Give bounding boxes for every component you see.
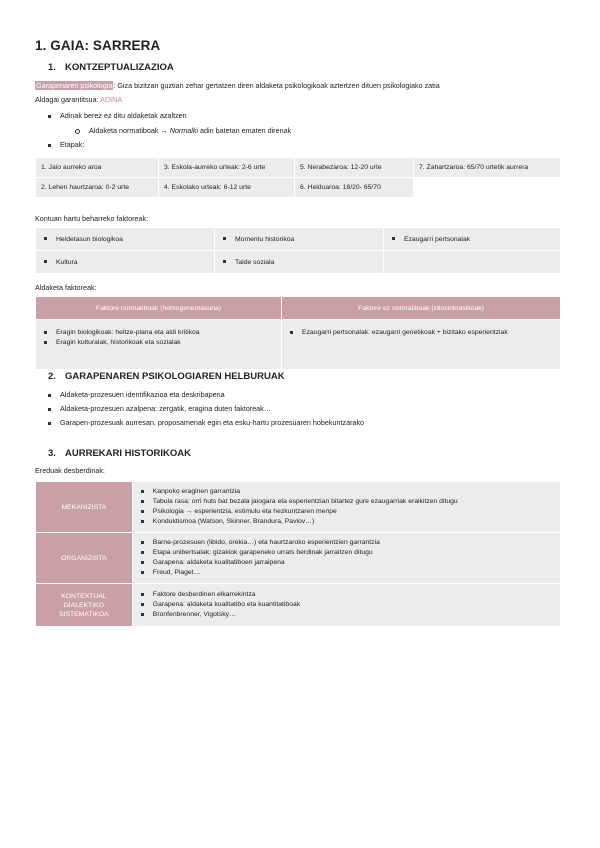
list-item: Tabula rasa: orri huts bat bezala jaiogara eta esperientzian bitartez gure ezaugarriak eraikitzen ditugu (141, 497, 552, 507)
bullet-icon (141, 571, 144, 574)
model-content (132, 584, 560, 627)
normative-cell (36, 320, 282, 370)
bullet-icon (290, 331, 293, 334)
factor-cell: Momentu historikoa (215, 228, 384, 251)
bullet-icon (141, 561, 144, 564)
bullet-icon (44, 331, 47, 334)
bullet-icon (141, 551, 144, 554)
bullet-icon (44, 341, 47, 344)
bullet-etapak: Etapak: (48, 140, 84, 149)
list-item: Barne-prozesuen (libido, orekia…) eta haurtzaroko esperientzien garrantzia (141, 538, 552, 548)
bullet-icon (44, 260, 47, 263)
guarantee-value: ADINA (100, 95, 123, 104)
bullet-icon (141, 500, 144, 503)
list-item: Etapa unibertsalak: gizakiok garapeneko urrats berdinak jarraitzen ditugu (141, 548, 552, 558)
factors-label: Kontuan hartu beharreko faktoreak: (35, 214, 149, 223)
bullet-icon (48, 144, 51, 147)
list-item: Psikologia → esperientzia, estimulu eta hezkuntzaren menpe (141, 507, 552, 517)
bullet-icon (48, 394, 51, 397)
list-item: Garapena: aldaketa kualitatibo eta kuantitatiboak (141, 600, 552, 610)
list-item: Freud, Piaget… (141, 568, 552, 578)
stage-cell: 6. Helduaroa: 18/20- 65/70 (295, 178, 414, 198)
stage-cell: 4. Eskolako urteak: 6-12 urte (159, 178, 295, 198)
list-item: Eragin kulturalak, historikoak eta sozialak (44, 338, 273, 348)
normative-header: Faktore normatiboak (homogeneotasuna) (36, 297, 282, 320)
list-item: Konduktismoa (Watson, Skinner, Brandura, Pavlov…) (141, 517, 552, 527)
section-3-heading: 3. AURREKARI HISTORIKOAK (48, 448, 191, 459)
stage-cell: 7. Zahartzaroa: 65/70 urtetik aurrera (414, 158, 561, 178)
list-item: Ezaugarri pertsonalak: ezaugarri genetikoak + bizitako esperientziak (290, 328, 552, 338)
history-table (35, 481, 561, 627)
models-label: Ereduak desberdinak: (35, 466, 105, 475)
circle-bullet-icon (75, 129, 80, 134)
stage-cell: 1. Jaio aurreko aroa (36, 158, 159, 178)
factors-table (35, 227, 561, 274)
list-item: Bronfenbrenner, Vigotsky… (141, 610, 552, 620)
stage-cell: 5. Nerabezaroa: 12-20 urte (295, 158, 414, 178)
factor-cell: Kultura (36, 251, 215, 274)
page-title: 1. GAIA: SARRERA (35, 38, 161, 53)
empty-cell (384, 251, 561, 274)
model-content (132, 482, 560, 533)
bullet-icon (392, 237, 395, 240)
aldaketa-label: Aldaketa faktoreak: (35, 283, 97, 292)
list-item: Garapena: aldaketa kualitatiboen jarraipena (141, 558, 552, 568)
bullet-icon (141, 520, 144, 523)
bullet-icon (141, 490, 144, 493)
bullet-icon (48, 115, 51, 118)
model-label-organizista: ORGANIZISTA (36, 533, 133, 584)
list-item: Kanpoko eraginen garrantzia (141, 487, 552, 497)
bullet-icon (141, 593, 144, 596)
empty-cell (414, 178, 561, 198)
bullet-icon (48, 408, 51, 411)
list-item: Eragin biologikoak: heltze-plana eta aldi kritikoa (44, 328, 273, 338)
bullet-icon (44, 237, 47, 240)
factor-cell: Heldetasun biologikoa (36, 228, 215, 251)
highlighted-term: Garapenaren psikologia (36, 81, 113, 90)
guarantee-line: Aldagai garantitsua: ADINA (35, 95, 123, 104)
bullet-icon (48, 422, 51, 425)
list-item: Garapen-prozesuak aurresan, proposamenak egin eta esku-hartu prozesuaren hobekuntzarako (48, 418, 364, 427)
bullet-icon (141, 541, 144, 544)
section-2-heading: 2. GARAPENAREN PSIKOLOGIAREN HELBURUAK (48, 371, 285, 382)
bullet-icon (141, 603, 144, 606)
stage-cell: 2. Lehen haurtzaroa: 0-2 urte (36, 178, 159, 198)
bullet-icon (141, 613, 144, 616)
list-item: Aldaketa-prozesuen azalpena: zergatik, eragina duten faktoreak… (48, 404, 271, 413)
section-1-heading: 1. KONTZEPTUALIZAZIOA (48, 62, 174, 73)
stages-table (35, 157, 561, 198)
list-item: Faktore desberdinen elkarrekintza (141, 590, 552, 600)
list-item: Aldaketa-prozesuen identifikazioa eta deskribapena (48, 390, 225, 399)
bullet-icon (223, 237, 226, 240)
non-normative-header: Faktore ez normatiboak (idiosinkrasikoak) (282, 297, 561, 320)
factor-cell: Talde soziala (215, 251, 384, 274)
bullet-icon (141, 510, 144, 513)
non-normative-cell (282, 320, 561, 370)
model-label-mekanizista: MEKANIZISTA (36, 482, 133, 533)
aldaketa-table (35, 296, 561, 370)
bullet-icon (223, 260, 226, 263)
factor-cell: Ezaugarri pertsonalak (384, 228, 561, 251)
model-label-kontextual: KONTEXTUAL DIALEKTIKO SISTEMATIKOA (36, 584, 133, 627)
bullet-adina: Adinak berez ez ditu aldaketak azaltzen (48, 111, 187, 120)
stage-cell: 3. Eskola-aurreko urteak: 2-6 urte (159, 158, 295, 178)
model-content (132, 533, 560, 584)
sub-bullet-normative: Aldaketa normatiboak → Normalki adin batetan ematen direnak (75, 126, 291, 135)
definition-line: Garapenaren psikologia: Giza bizitzan guztian zehar gertatzen diren aldaketa psikologikoak aztertzen dituen psikologiako zatia (36, 81, 440, 90)
